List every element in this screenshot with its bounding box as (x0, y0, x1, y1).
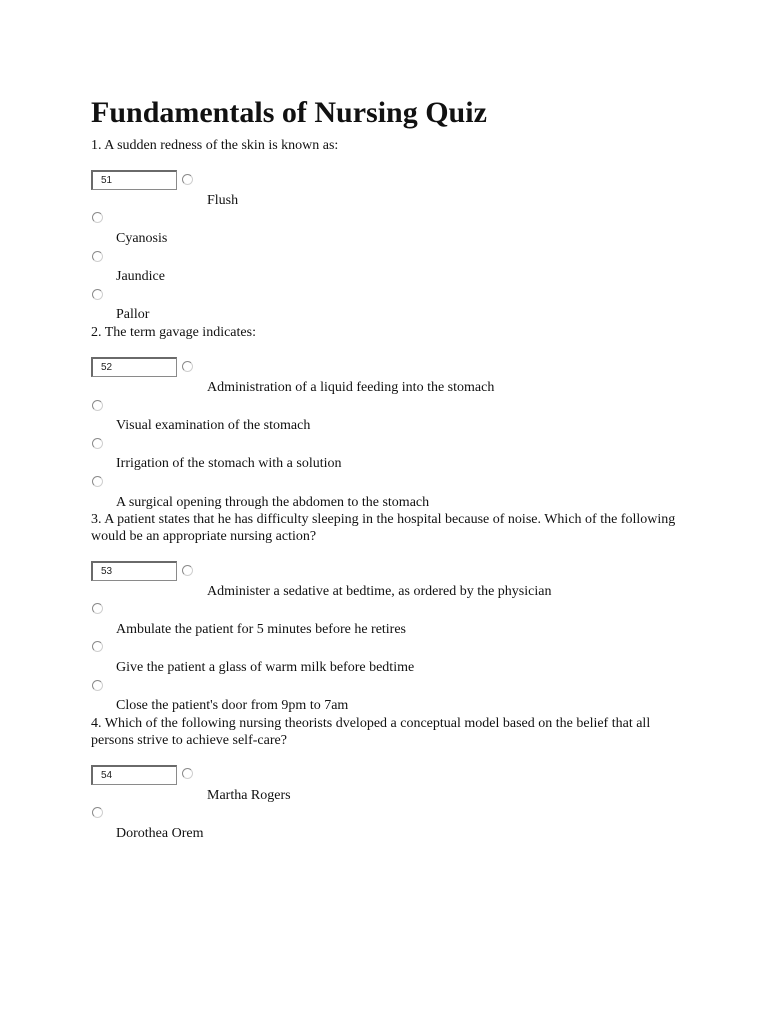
q2-option-1-radio[interactable] (182, 361, 193, 372)
question-2-number-field[interactable]: 52 (91, 357, 177, 377)
q3-option-1-label: Administer a sedative at bedtime, as ordered by the physician (207, 584, 552, 599)
q2-option-2-label: Visual examination of the stomach (116, 418, 311, 433)
q2-option-4-label: A surgical opening through the abdomen to the stomach (116, 495, 430, 510)
q3-option-4-label: Close the patient's door from 9pm to 7am (116, 698, 349, 713)
q3-option-2-radio[interactable] (92, 603, 103, 614)
q4-option-2-label: Dorothea Orem (116, 826, 204, 841)
q1-option-3-radio[interactable] (92, 251, 103, 262)
q2-option-3-label: Irrigation of the stomach with a solution (116, 456, 342, 471)
question-1-number-field[interactable]: 51 (91, 170, 177, 190)
q2-option-3-radio[interactable] (92, 438, 103, 449)
q4-option-1-radio[interactable] (182, 768, 193, 779)
question-3-number-field[interactable]: 53 (91, 561, 177, 581)
q2-option-1-label: Administration of a liquid feeding into the stomach (207, 380, 495, 395)
q3-option-1-radio[interactable] (182, 565, 193, 576)
question-4-text: 4. Which of the following nursing theorists dveloped a conceptual model based on the belief that all persons strive to achieve self-care? (91, 716, 651, 748)
q4-option-2-radio[interactable] (92, 807, 103, 818)
q2-option-2-radio[interactable] (92, 400, 103, 411)
q1-option-2-label: Cyanosis (116, 231, 168, 246)
page-title: Fundamentals of Nursing Quiz (91, 96, 487, 129)
q1-option-4-radio[interactable] (92, 289, 103, 300)
q2-option-4-radio[interactable] (92, 476, 103, 487)
question-4-number-field[interactable]: 54 (91, 765, 177, 785)
q1-option-3-label: Jaundice (116, 269, 165, 284)
q3-option-2-label: Ambulate the patient for 5 minutes before he retires (116, 622, 407, 637)
question-3-text: 3. A patient states that he has difficulty sleeping in the hospital because of noise. Which of the following would be an appropriate nursing action? (91, 512, 676, 544)
q4-option-1-label: Martha Rogers (207, 788, 291, 803)
q1-option-2-radio[interactable] (92, 212, 103, 223)
q1-option-1-radio[interactable] (182, 174, 193, 185)
question-1-text: 1. A sudden redness of the skin is known as: (91, 138, 339, 153)
question-2-text: 2. The term gavage indicates: (91, 325, 256, 340)
q3-option-4-radio[interactable] (92, 680, 103, 691)
q3-option-3-radio[interactable] (92, 641, 103, 652)
q1-option-4-label: Pallor (116, 307, 150, 322)
q1-option-1-label: Flush (207, 193, 239, 208)
q3-option-3-label: Give the patient a glass of warm milk before bedtime (116, 660, 415, 675)
